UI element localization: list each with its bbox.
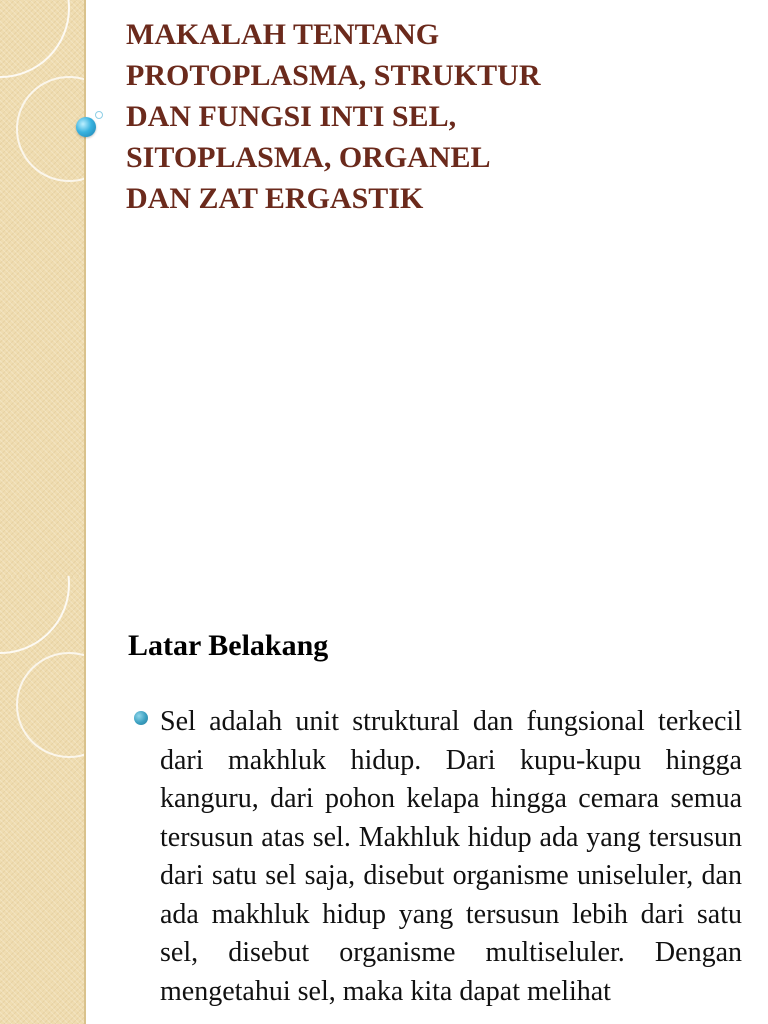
section-heading: Latar Belakang	[128, 629, 329, 662]
decorative-ring-inner	[16, 652, 84, 758]
sidebar-divider	[84, 576, 86, 1024]
decorative-ring-outer	[0, 0, 70, 78]
bullet-paragraph: Sel adalah unit struktural dan fungsional terkecil dari makhluk hidup. Dari kupu-kupu hingga kanguru, dari pohon kelapa hingga cemara semua tersusun atas sel. Makhluk hidup ada yang tersusun dari satu sel saja, disebut organisme uniseluler, dan ada makhluk hidup yang tersusun lebih dari satu sel, disebut organisme multiseluler. Dengan mengetahui sel, maka kita dapat melihat	[160, 706, 742, 1007]
small-bead-icon	[95, 111, 103, 119]
content-slide	[0, 576, 768, 1024]
decorative-ring-outer	[0, 576, 70, 654]
sidebar-divider	[84, 0, 86, 576]
decorative-sidebar	[0, 0, 84, 576]
blue-bead-icon	[76, 117, 96, 137]
slide-title: MAKALAH TENTANG PROTOPLASMA, STRUKTUR DAN FUNGSI INTI SEL, SITOPLASMA, ORGANEL DAN ZAT ERGASTIK	[126, 18, 541, 215]
bullet-icon	[134, 711, 148, 725]
decorative-sidebar	[0, 576, 84, 1024]
decorative-ring-inner	[16, 76, 84, 182]
